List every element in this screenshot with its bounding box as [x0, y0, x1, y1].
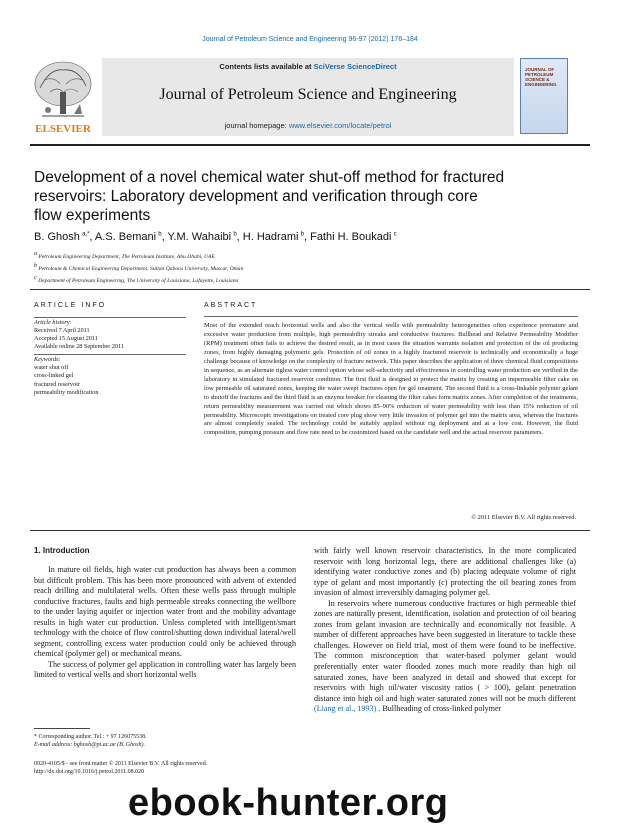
- author[interactable]: [34, 231, 89, 243]
- author-affiliation-mark: b: [158, 231, 162, 238]
- citation-link[interactable]: (Liang et al., 1993): [314, 704, 377, 714]
- corresponding-author-note: * Corresponding author. Tel.: + 97 126075538.: [34, 734, 147, 740]
- keyword: fractured reservoir: [34, 380, 80, 388]
- elsevier-tree-icon: [30, 58, 96, 136]
- author-affiliation-mark: a,*: [82, 231, 90, 238]
- section-divider: [30, 289, 590, 290]
- paragraph-text: In reservoirs where numerous conductive fractures or high permeable thief zones are naturally present, identification, isolation and protection of oil bearing zones from gelant invasion are technically and economically not feasible. A number of different approaches have been suggested in literature to tackle these challenges. However on field trial, most of them were found to be ineffective. The common misconception that water-based polymer gelant would preferentially enter water flooded zones much more readily than high oil saturated zones, have been analyzed in detail and showed that except for reservoirs with high oil/water viscosity ratios ( > 100), gelant penetration distance into high oil and high water saturated zones will not be much different: [314, 598, 576, 703]
- author-affiliation-mark: c: [393, 231, 397, 238]
- cover-line: ENGINEERING: [525, 82, 557, 87]
- footnote: [34, 733, 296, 749]
- author[interactable]: [95, 231, 162, 243]
- keyword: permeability modification: [34, 388, 99, 396]
- body-column-left: [34, 565, 296, 681]
- abstract-heading: ABSTRACT: [204, 302, 258, 309]
- cover-line: PETROLEUM: [525, 72, 554, 77]
- journal-header: [30, 58, 590, 136]
- contents-prefix: Contents lists available at: [219, 62, 314, 71]
- author-affiliation-mark: b: [300, 231, 304, 238]
- affiliation: [34, 262, 574, 274]
- author[interactable]: [310, 231, 397, 243]
- publication-info: [34, 760, 334, 776]
- online-date: Available online 28 September 2011: [34, 343, 125, 351]
- body-column-right: [314, 546, 576, 715]
- footnote-divider: [34, 728, 90, 729]
- journal-cover-thumbnail: [520, 58, 568, 134]
- watermark-text: ebook-hunter.org: [128, 782, 449, 824]
- accepted-date: Accepted 15 August 2011: [34, 335, 98, 342]
- affiliations: [34, 250, 574, 286]
- body-paragraph: In mature oil fields, high water cut production has always been a common but difficult problem. This has been more pronounced with advent of extended reach drilling and multilateral wells. Often these wells pass through multiple conductive fractures, faults and high permeable streaks connecting the wellbore to the under laying aquifer or injection water front and the mobility advantage results in high water cut production. Unless completed with intelligent/smart technology with the choice of flow control/shutting down individual lateral/well segment, controlling excess water production could only be achieved through chemical (polymer gel) or mechanical means.: [34, 565, 296, 659]
- affiliation: [34, 250, 574, 262]
- journal-reference[interactable]: Journal of Petroleum Science and Engineering 96-97 (2012) 176–184: [202, 36, 418, 43]
- abstract-divider: [204, 316, 578, 317]
- article-info: [34, 316, 184, 397]
- elsevier-logo: [30, 58, 96, 136]
- title-line: Development of a novel chemical water shut-off method for fractured: [34, 169, 505, 186]
- author-name: Y.M. Wahaibi: [167, 231, 232, 243]
- received-date: Received 7 April 2011: [34, 326, 90, 334]
- section-heading: 1. Introduction: [34, 546, 90, 555]
- elsevier-logo-text: ELSEVIER: [35, 123, 91, 135]
- issn-line: 0920-4105/$ - see front matter © 2011 Elsevier B.V. All rights reserved.: [34, 761, 208, 767]
- section-divider: [30, 530, 590, 531]
- paragraph-text: . Bullheading of cross-linked polymer: [376, 704, 502, 714]
- journal-masthead: [102, 58, 514, 136]
- body-paragraph: with fairly well known reservoir characteristics. In the more complicated reservoir with long horizontal legs, there are additional challenges like (a) identifying water conductive zones and (b) placing adequate volume of right type of gelant and most importantly (c) protecting the oil bearing zones from invasion of almost irreversibly damaging polymer gel.: [314, 546, 576, 598]
- affiliation-mark: c: [34, 274, 37, 281]
- author-name: A.S. Bemani: [94, 231, 157, 243]
- author-name: B. Ghosh: [34, 231, 80, 243]
- author-list: B. Ghosh $^{a,*}$, A.S. Bemani $^b$, Y.M. Wahaibi $^b$, H. Hadrami $^b$, Fathi H. Boukadi $^c$: [34, 231, 397, 243]
- affiliation-mark: b: [34, 262, 37, 269]
- header-divider: [30, 144, 590, 146]
- keywords-label: Keywords:: [34, 356, 61, 363]
- keyword: water shut off: [34, 364, 69, 372]
- doi-link[interactable]: http://dx.doi.org/10.1016/j.petrol.2011.08.020: [34, 769, 145, 775]
- cover-line: JOURNAL OF: [525, 67, 555, 72]
- affiliation-text: Petroleum Engineering Department, The Petroleum Institute, Abu Dhabi, UAE: [38, 253, 215, 260]
- cover-line: SCIENCE &: [525, 77, 550, 82]
- homepage-line: [102, 121, 514, 130]
- body-paragraph: [314, 599, 576, 715]
- author[interactable]: [168, 231, 237, 243]
- journal-homepage-link[interactable]: www.elsevier.com/locate/petrol: [288, 121, 392, 130]
- cover-title: [525, 67, 557, 87]
- journal-title: Journal of Petroleum Science and Engineering: [159, 86, 457, 103]
- keyword: cross-linked gel: [34, 372, 74, 380]
- contents-line: [102, 62, 514, 71]
- title-line: reservoirs: Laboratory development and verification through core: [34, 188, 478, 205]
- article-info-heading: ARTICLE INFO: [34, 302, 107, 309]
- info-divider: [34, 317, 186, 318]
- sciencedirect-link[interactable]: SciVerse ScienceDirect: [313, 62, 397, 71]
- affiliation-mark: a: [34, 251, 37, 257]
- author-name: Fathi H. Boukadi: [310, 231, 392, 243]
- email-note: E-mail address: bghosh@pi.ac.ae (B. Ghosh).: [34, 742, 145, 748]
- history-label: Article history:: [34, 318, 72, 326]
- affiliation: [34, 274, 574, 286]
- info-divider: [34, 354, 186, 355]
- abstract-text: Most of the extended reach horizontal wells and also the vertical wells with permeability heterogeneities often experience premature and excessive water production from multiple, high permeability streaks and conductive fractures. Bullhead and Relative Permeability Modifier (RPM) treatment often fails to achieve the desired result, as in most cases the situation warrants isolation and protection of the oil producing zones, from highly damaging polymeric gels. Protection of oil zones in a highly fractured reservoir is technically and economically a huge challenge because of knowledge on the complexity of fracture network. This paper describes the application of three chemical fluid compositions in sequence, as an alternate rigless water control option whose self-selectivity and effectiveness in controlling water production are verified in the laboratory in simulated fractured reservoir condition. The first fluid is designed to protect the matrix by creating an impermeable filter cake on low permeable oil saturated zones, keeping the water swept fractures open for gel treatment. The second fluid is a cross-linkable polymer gelant to shutoff the fractures and the third fluid is an enzyme breaker for cleaning the filter cakes form matrix zones. After completion of the treatments, return permeability measurement was carried out which shows 85–90% reduction of water permeability with less than 15% reduction of oil permeability. Microscopic investigations on treated core plug show very little invasion of polymer gel into the matrix area, whereas the fractures are almost completely sealed. The technology could be suitably applied without rig deployment and at a low cost. However, the fluid composition, pumping pressure and flow rate need to be customized based on the candidate well and the actual reservoir parameters.: [204, 322, 578, 437]
- affiliation-text: Department of Petroleum Engineering, The University of Louisiana, Lafayette, Louisiana: [38, 277, 239, 284]
- body-paragraph: The success of polymer gel application in controlling water has largely been limited to vertical wells and short horizontal wells: [34, 659, 296, 680]
- paper-title: [34, 168, 554, 225]
- author[interactable]: [243, 231, 304, 243]
- affiliation-text: Petroleum & Chemical Engineering Department, Sultan Qaboos University, Muscat, Oman: [38, 265, 244, 272]
- title-line: flow experiments: [34, 207, 151, 224]
- author-name: H. Hadrami: [242, 231, 299, 243]
- author-affiliation-mark: b: [233, 231, 237, 238]
- copyright-notice: © 2011 Elsevier B.V. All rights reserved.: [471, 514, 576, 521]
- homepage-prefix: journal homepage:: [224, 121, 289, 130]
